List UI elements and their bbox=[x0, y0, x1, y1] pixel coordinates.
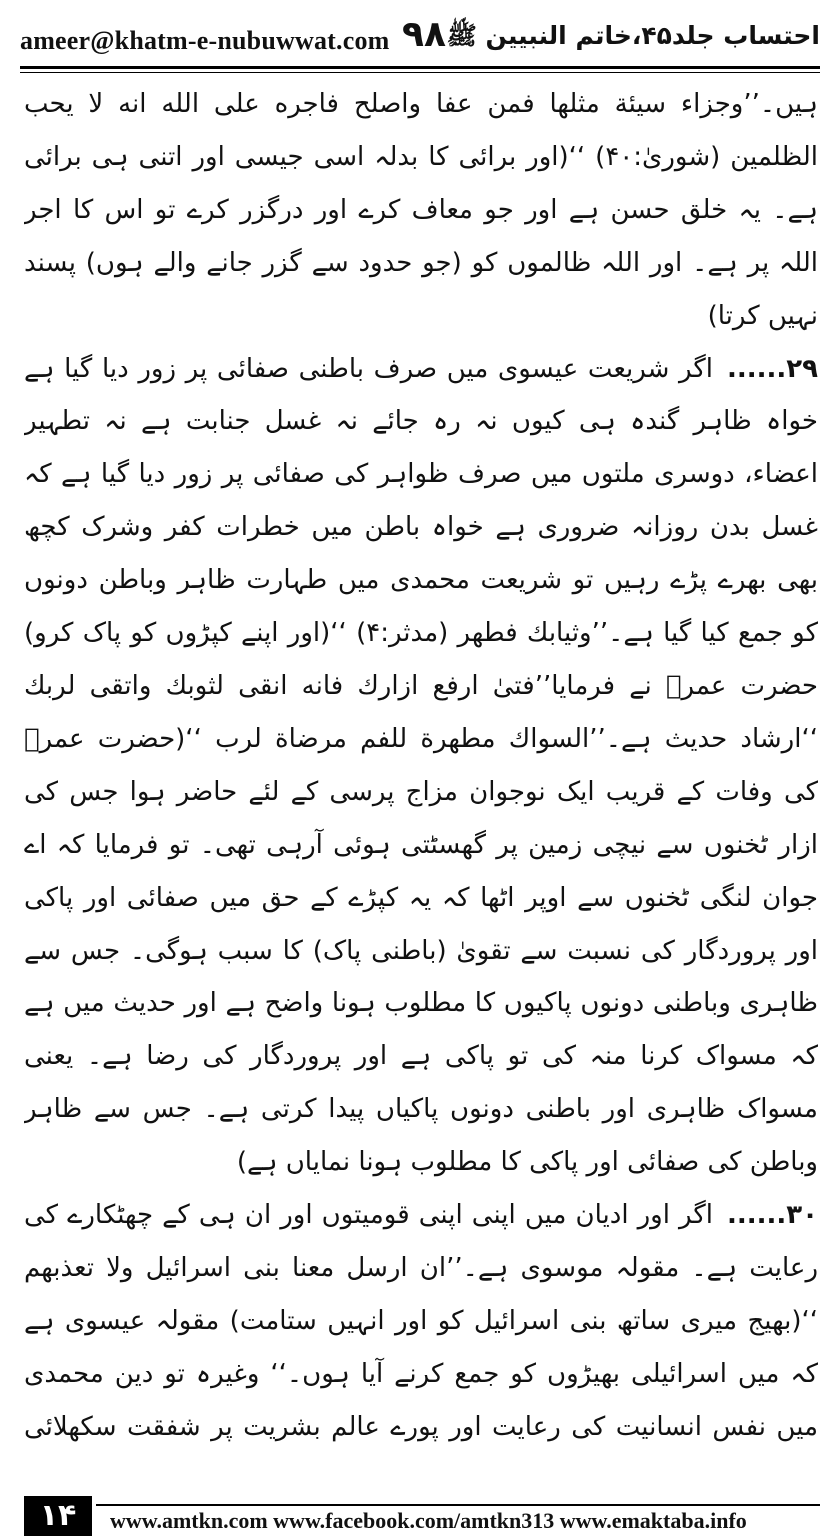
footer-links[interactable]: www.amtkn.com www.facebook.com/amtkn313 www.emaktaba.info bbox=[110, 1508, 747, 1533]
paragraph-30 bbox=[24, 1189, 818, 1456]
footer-divider bbox=[96, 1504, 820, 1506]
header-divider bbox=[20, 66, 820, 73]
paragraph-number: ۳۰...... bbox=[726, 1200, 818, 1231]
paragraph-29 bbox=[24, 343, 818, 1190]
header-page-number: ۹۸ bbox=[402, 14, 446, 55]
page-footer bbox=[0, 1468, 840, 1540]
paragraph-text: ہیں۔’’وجزاء سیئة مثلها فمن عفا واصلح فاجره علی الله انه لا یحب الظلمین (شوریٰ:۴۰) ‘‘(اور برائی کا بدلہ اسی جیسی اور اتنی ہی برائی ہے۔ یہ خلق حسن ہے اور جو معاف کرے اور درگزر کرے تو اس کا اجر اللہ پر ہے۔ اور اللہ ظالموں کو (جو حدود سے گزر جانے والے ہوں) پسند نہیں کرتا) bbox=[24, 89, 818, 331]
header-book-title: احتساب جلد۴۵،خاتم النبیین ﷺ bbox=[446, 21, 820, 50]
header-email[interactable]: ameer@khatm-e-nubuwwat.com bbox=[20, 26, 390, 55]
page-body bbox=[24, 78, 818, 1456]
paragraph-intro bbox=[24, 78, 818, 343]
footer-page-box: ۱۴ bbox=[24, 1496, 92, 1536]
page-header bbox=[20, 8, 820, 66]
paragraph-text: اگر شریعت عیسوی میں صرف باطنی صفائی پر زور دیا گیا ہے خواہ ظاہر گندہ ہی کیوں نہ رہ جائے نہ غسل جنابت ہے نہ تطہیر اعضاء، دوسری ملتوں میں صرف ظواہر کی صفائی پر زور دیا گیا ہے کہ غسل بدن روزانہ ضروری ہے خواہ باطن میں خطرات کفر وشرک کچھ بھی بھرے پڑے رہیں تو شریعت محمدی میں طہارت ظاہر وباطن دونوں کو جمع کیا گیا ہے۔’’وثیابك فطهر (مدثر:۴) ‘‘(اور اپنے کپڑوں کو پاک کرو) حضرت عمرؓ نے فرمایا’’فتیٰ ارفع ازارك فانه انقی لثوبك واتقی لربك ‘‘ارشاد حدیث ہے۔’’السواك مطهرة للفم مرضاة لرب ‘‘(حضرت عمرؓ کی وفات کے قریب ایک نوجوان مزاج پرسی کے لئے حاضر ہوا جس کی ازار ٹخنوں سے نیچی زمین پر گھسٹتی ہوئی آرہی تھی۔ تو فرمایا کہ اے جوان لنگی ٹخنوں سے اوپر اٹھا کہ یہ کپڑے کے حق میں صفائی اور پاکی اور پروردگار کی نسبت سے تقویٰ (باطنی پاک) کا سبب ہوگی۔ جس سے ظاہری وباطنی دونوں پاکیوں کا مطلوب ہونا واضح ہے اور حدیث میں ہے کہ مسواک کرنا منہ کی تو پاکی ہے اور پروردگار کی رضا ہے۔ یعنی مسواک ظاہری اور باطنی دونوں پاکیاں پیدا کرتی ہے۔ جس سے ظاہر وباطن کی صفائی اور پاکی کا مطلوب ہونا نمایاں ہے) bbox=[24, 353, 818, 1178]
paragraph-text: اگر اور ادیان میں اپنی اپنی قومیتوں اور ان ہی کے چھٹکارے کی رعایت ہے۔ مقولہ موسوی ہے۔’’ان ارسل معنا بنی اسرائیل ولا تعذبهم ‘‘(بھیج میری ساتھ بنی اسرائیل کو اور انہیں ستامت) مقولہ عیسوی ہے کہ میں اسرائیلی بھیڑوں کو جمع کرنے آیا ہوں۔‘‘ وغیرہ تو دین محمدی میں نفس انسانیت کی رعایت اور پورے عالم بشریت پر شفقت سکھلائی bbox=[24, 1200, 818, 1442]
paragraph-number: ۲۹...... bbox=[726, 353, 818, 384]
